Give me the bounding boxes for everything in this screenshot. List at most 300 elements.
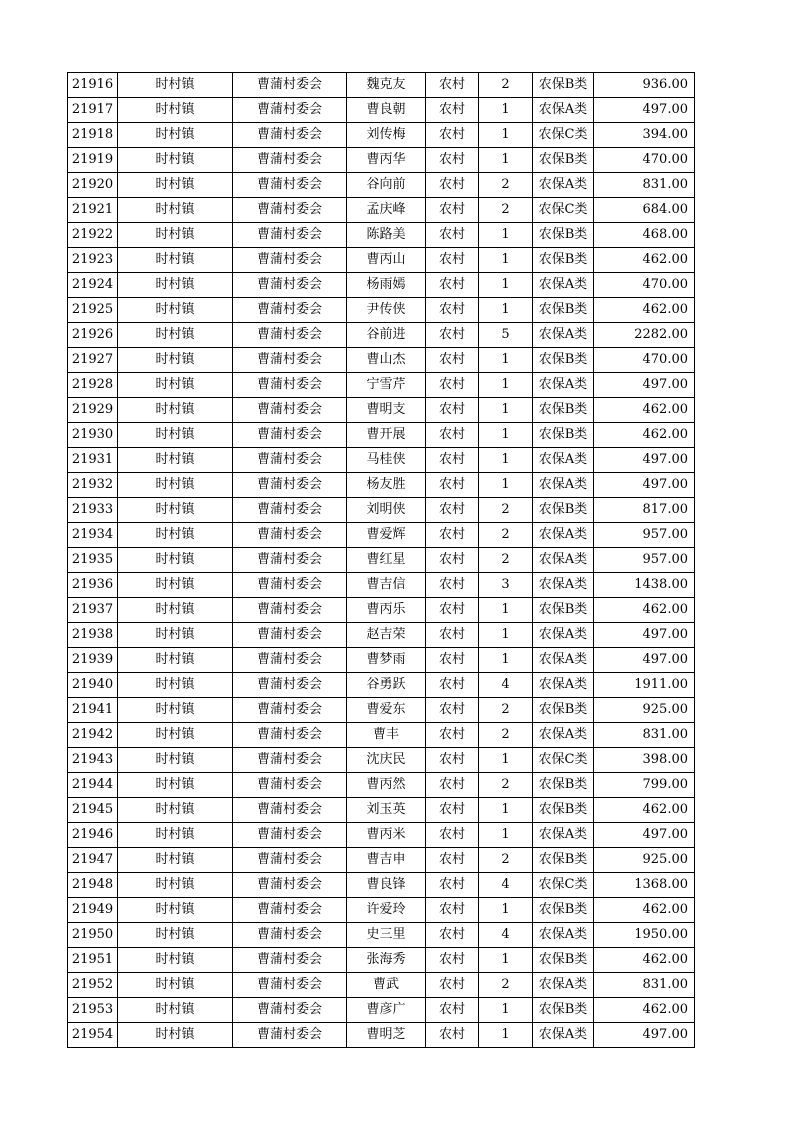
table-row — [68, 748, 695, 773]
cell-area: 农村 — [426, 473, 479, 498]
cell-area: 农村 — [426, 948, 479, 973]
cell-name: 曹丙然 — [347, 773, 426, 798]
cell-amount: 394.00 — [594, 123, 695, 148]
table-row — [68, 973, 695, 998]
table-row — [68, 98, 695, 123]
table-row — [68, 773, 695, 798]
cell-category: 农保C类 — [533, 873, 594, 898]
cell-id: 21949 — [68, 898, 118, 923]
cell-count: 1 — [479, 1023, 533, 1048]
cell-amount: 462.00 — [594, 898, 695, 923]
cell-village: 曹蒲村委会 — [233, 473, 347, 498]
cell-amount: 462.00 — [594, 798, 695, 823]
cell-area: 农村 — [426, 248, 479, 273]
cell-amount: 497.00 — [594, 1023, 695, 1048]
cell-name: 孟庆峰 — [347, 198, 426, 223]
cell-village: 曹蒲村委会 — [233, 923, 347, 948]
table-row — [68, 123, 695, 148]
cell-village: 曹蒲村委会 — [233, 348, 347, 373]
cell-category: 农保B类 — [533, 698, 594, 723]
cell-name: 马桂侠 — [347, 448, 426, 473]
cell-name: 曹红星 — [347, 548, 426, 573]
cell-town: 时村镇 — [118, 548, 233, 573]
cell-amount: 497.00 — [594, 823, 695, 848]
cell-town: 时村镇 — [118, 173, 233, 198]
cell-id: 21919 — [68, 148, 118, 173]
cell-name: 曹丙乐 — [347, 598, 426, 623]
cell-name: 赵吉荣 — [347, 623, 426, 648]
cell-amount: 462.00 — [594, 423, 695, 448]
cell-village: 曹蒲村委会 — [233, 548, 347, 573]
cell-town: 时村镇 — [118, 323, 233, 348]
cell-area: 农村 — [426, 198, 479, 223]
cell-count: 2 — [479, 73, 533, 98]
cell-amount: 1911.00 — [594, 673, 695, 698]
cell-id: 21933 — [68, 498, 118, 523]
cell-category: 农保B类 — [533, 898, 594, 923]
cell-town: 时村镇 — [118, 398, 233, 423]
table-row — [68, 673, 695, 698]
cell-count: 1 — [479, 623, 533, 648]
cell-category: 农保B类 — [533, 798, 594, 823]
cell-count: 1 — [479, 823, 533, 848]
cell-category: 农保A类 — [533, 1023, 594, 1048]
cell-count: 1 — [479, 748, 533, 773]
cell-category: 农保A类 — [533, 98, 594, 123]
cell-category: 农保A类 — [533, 973, 594, 998]
cell-village: 曹蒲村委会 — [233, 73, 347, 98]
cell-id: 21924 — [68, 273, 118, 298]
table-row — [68, 1023, 695, 1048]
cell-village: 曹蒲村委会 — [233, 673, 347, 698]
cell-count: 2 — [479, 173, 533, 198]
cell-area: 农村 — [426, 773, 479, 798]
cell-town: 时村镇 — [118, 873, 233, 898]
cell-category: 农保A类 — [533, 473, 594, 498]
cell-village: 曹蒲村委会 — [233, 323, 347, 348]
cell-town: 时村镇 — [118, 973, 233, 998]
table-row — [68, 473, 695, 498]
cell-id: 21952 — [68, 973, 118, 998]
cell-village: 曹蒲村委会 — [233, 998, 347, 1023]
cell-category: 农保A类 — [533, 823, 594, 848]
cell-village: 曹蒲村委会 — [233, 373, 347, 398]
cell-id: 21926 — [68, 323, 118, 348]
cell-name: 曹爱东 — [347, 698, 426, 723]
cell-category: 农保B类 — [533, 773, 594, 798]
cell-category: 农保B类 — [533, 73, 594, 98]
table-row — [68, 573, 695, 598]
cell-count: 5 — [479, 323, 533, 348]
cell-village: 曹蒲村委会 — [233, 248, 347, 273]
cell-id: 21937 — [68, 598, 118, 623]
cell-count: 2 — [479, 848, 533, 873]
cell-area: 农村 — [426, 98, 479, 123]
cell-name: 宁雪芹 — [347, 373, 426, 398]
cell-count: 1 — [479, 798, 533, 823]
cell-name: 曹彦广 — [347, 998, 426, 1023]
cell-id: 21943 — [68, 748, 118, 773]
cell-count: 2 — [479, 973, 533, 998]
cell-area: 农村 — [426, 648, 479, 673]
cell-amount: 462.00 — [594, 248, 695, 273]
cell-id: 21942 — [68, 723, 118, 748]
cell-area: 农村 — [426, 673, 479, 698]
cell-name: 曹丙米 — [347, 823, 426, 848]
cell-town: 时村镇 — [118, 298, 233, 323]
cell-amount: 462.00 — [594, 298, 695, 323]
cell-name: 谷勇跃 — [347, 673, 426, 698]
cell-amount: 470.00 — [594, 273, 695, 298]
cell-id: 21953 — [68, 998, 118, 1023]
cell-town: 时村镇 — [118, 923, 233, 948]
cell-amount: 470.00 — [594, 148, 695, 173]
cell-village: 曹蒲村委会 — [233, 823, 347, 848]
cell-count: 4 — [479, 873, 533, 898]
table-row — [68, 323, 695, 348]
cell-name: 曹良朝 — [347, 98, 426, 123]
cell-category: 农保C类 — [533, 123, 594, 148]
cell-village: 曹蒲村委会 — [233, 448, 347, 473]
cell-category: 农保B类 — [533, 998, 594, 1023]
cell-town: 时村镇 — [118, 223, 233, 248]
cell-village: 曹蒲村委会 — [233, 648, 347, 673]
cell-id: 21944 — [68, 773, 118, 798]
cell-name: 曹武 — [347, 973, 426, 998]
cell-amount: 462.00 — [594, 998, 695, 1023]
cell-count: 1 — [479, 473, 533, 498]
cell-id: 21917 — [68, 98, 118, 123]
cell-area: 农村 — [426, 723, 479, 748]
cell-name: 谷前进 — [347, 323, 426, 348]
table-row — [68, 348, 695, 373]
cell-name: 杨雨嫣 — [347, 273, 426, 298]
cell-amount: 936.00 — [594, 73, 695, 98]
cell-area: 农村 — [426, 498, 479, 523]
cell-area: 农村 — [426, 223, 479, 248]
cell-amount: 1368.00 — [594, 873, 695, 898]
cell-id: 21931 — [68, 448, 118, 473]
cell-area: 农村 — [426, 273, 479, 298]
cell-area: 农村 — [426, 73, 479, 98]
cell-village: 曹蒲村委会 — [233, 623, 347, 648]
cell-id: 21921 — [68, 198, 118, 223]
cell-name: 曹梦雨 — [347, 648, 426, 673]
cell-village: 曹蒲村委会 — [233, 98, 347, 123]
cell-town: 时村镇 — [118, 273, 233, 298]
cell-area: 农村 — [426, 348, 479, 373]
table-row — [68, 373, 695, 398]
cell-count: 1 — [479, 298, 533, 323]
cell-count: 4 — [479, 923, 533, 948]
table-row — [68, 723, 695, 748]
cell-id: 21918 — [68, 123, 118, 148]
table-row — [68, 898, 695, 923]
cell-amount: 462.00 — [594, 398, 695, 423]
cell-name: 曹爱辉 — [347, 523, 426, 548]
cell-village: 曹蒲村委会 — [233, 973, 347, 998]
cell-category: 农保A类 — [533, 523, 594, 548]
cell-area: 农村 — [426, 873, 479, 898]
cell-area: 农村 — [426, 923, 479, 948]
cell-amount: 799.00 — [594, 773, 695, 798]
cell-village: 曹蒲村委会 — [233, 1023, 347, 1048]
cell-amount: 831.00 — [594, 973, 695, 998]
cell-town: 时村镇 — [118, 73, 233, 98]
table-row — [68, 273, 695, 298]
cell-name: 曹山杰 — [347, 348, 426, 373]
cell-village: 曹蒲村委会 — [233, 398, 347, 423]
cell-amount: 925.00 — [594, 848, 695, 873]
cell-town: 时村镇 — [118, 198, 233, 223]
table-row — [68, 598, 695, 623]
cell-category: 农保B类 — [533, 498, 594, 523]
table-row — [68, 623, 695, 648]
cell-area: 农村 — [426, 623, 479, 648]
table-row — [68, 223, 695, 248]
cell-id: 21954 — [68, 1023, 118, 1048]
cell-name: 刘明侠 — [347, 498, 426, 523]
cell-category: 农保A类 — [533, 173, 594, 198]
cell-count: 1 — [479, 273, 533, 298]
cell-id: 21929 — [68, 398, 118, 423]
table-row — [68, 923, 695, 948]
cell-id: 21936 — [68, 573, 118, 598]
cell-category: 农保A类 — [533, 373, 594, 398]
cell-amount: 462.00 — [594, 598, 695, 623]
cell-village: 曹蒲村委会 — [233, 298, 347, 323]
table-row — [68, 548, 695, 573]
table-row — [68, 173, 695, 198]
cell-area: 农村 — [426, 423, 479, 448]
cell-count: 1 — [479, 223, 533, 248]
table-row — [68, 148, 695, 173]
cell-id: 21950 — [68, 923, 118, 948]
cell-category: 农保A类 — [533, 448, 594, 473]
cell-name: 张海秀 — [347, 948, 426, 973]
cell-count: 2 — [479, 723, 533, 748]
cell-name: 曹丰 — [347, 723, 426, 748]
table-row — [68, 423, 695, 448]
cell-amount: 470.00 — [594, 348, 695, 373]
cell-amount: 817.00 — [594, 498, 695, 523]
records-table — [67, 72, 695, 1048]
cell-town: 时村镇 — [118, 848, 233, 873]
cell-id: 21922 — [68, 223, 118, 248]
cell-category: 农保B类 — [533, 848, 594, 873]
cell-count: 1 — [479, 598, 533, 623]
table-row — [68, 998, 695, 1023]
cell-town: 时村镇 — [118, 898, 233, 923]
cell-category: 农保A类 — [533, 673, 594, 698]
cell-town: 时村镇 — [118, 648, 233, 673]
cell-village: 曹蒲村委会 — [233, 573, 347, 598]
table-row — [68, 648, 695, 673]
cell-count: 1 — [479, 423, 533, 448]
table-body — [68, 73, 695, 1048]
cell-id: 21941 — [68, 698, 118, 723]
cell-count: 1 — [479, 948, 533, 973]
cell-area: 农村 — [426, 898, 479, 923]
cell-village: 曹蒲村委会 — [233, 773, 347, 798]
cell-id: 21947 — [68, 848, 118, 873]
cell-amount: 925.00 — [594, 698, 695, 723]
cell-category: 农保B类 — [533, 148, 594, 173]
cell-name: 曹丙山 — [347, 248, 426, 273]
cell-town: 时村镇 — [118, 373, 233, 398]
cell-count: 1 — [479, 373, 533, 398]
cell-village: 曹蒲村委会 — [233, 173, 347, 198]
cell-town: 时村镇 — [118, 623, 233, 648]
cell-name: 曹开展 — [347, 423, 426, 448]
cell-town: 时村镇 — [118, 523, 233, 548]
cell-id: 21923 — [68, 248, 118, 273]
cell-category: 农保C类 — [533, 748, 594, 773]
table-row — [68, 398, 695, 423]
cell-area: 农村 — [426, 148, 479, 173]
cell-category: 农保A类 — [533, 923, 594, 948]
cell-id: 21940 — [68, 673, 118, 698]
cell-category: 农保B类 — [533, 948, 594, 973]
cell-amount: 1438.00 — [594, 573, 695, 598]
cell-id: 21934 — [68, 523, 118, 548]
cell-name: 许爱玲 — [347, 898, 426, 923]
table-row — [68, 798, 695, 823]
table-row — [68, 873, 695, 898]
cell-category: 农保A类 — [533, 548, 594, 573]
cell-town: 时村镇 — [118, 123, 233, 148]
cell-count: 2 — [479, 698, 533, 723]
cell-category: 农保B类 — [533, 423, 594, 448]
cell-category: 农保B类 — [533, 298, 594, 323]
table-row — [68, 73, 695, 98]
cell-category: 农保B类 — [533, 348, 594, 373]
cell-id: 21928 — [68, 373, 118, 398]
cell-name: 曹明支 — [347, 398, 426, 423]
cell-village: 曹蒲村委会 — [233, 223, 347, 248]
cell-town: 时村镇 — [118, 948, 233, 973]
cell-town: 时村镇 — [118, 698, 233, 723]
cell-count: 1 — [479, 148, 533, 173]
cell-area: 农村 — [426, 748, 479, 773]
cell-category: 农保A类 — [533, 723, 594, 748]
cell-id: 21951 — [68, 948, 118, 973]
cell-id: 21945 — [68, 798, 118, 823]
cell-area: 农村 — [426, 998, 479, 1023]
cell-village: 曹蒲村委会 — [233, 148, 347, 173]
cell-count: 1 — [479, 348, 533, 373]
cell-village: 曹蒲村委会 — [233, 523, 347, 548]
cell-town: 时村镇 — [118, 723, 233, 748]
cell-category: 农保B类 — [533, 598, 594, 623]
cell-category: 农保A类 — [533, 573, 594, 598]
cell-id: 21935 — [68, 548, 118, 573]
cell-village: 曹蒲村委会 — [233, 723, 347, 748]
cell-amount: 497.00 — [594, 648, 695, 673]
cell-area: 农村 — [426, 798, 479, 823]
table-row — [68, 498, 695, 523]
cell-amount: 462.00 — [594, 948, 695, 973]
cell-count: 1 — [479, 398, 533, 423]
cell-amount: 831.00 — [594, 173, 695, 198]
cell-id: 21925 — [68, 298, 118, 323]
cell-id: 21948 — [68, 873, 118, 898]
cell-name: 尹传侠 — [347, 298, 426, 323]
cell-count: 1 — [479, 648, 533, 673]
cell-count: 1 — [479, 998, 533, 1023]
cell-town: 时村镇 — [118, 823, 233, 848]
cell-village: 曹蒲村委会 — [233, 748, 347, 773]
cell-name: 刘玉英 — [347, 798, 426, 823]
cell-amount: 957.00 — [594, 548, 695, 573]
cell-count: 1 — [479, 898, 533, 923]
cell-village: 曹蒲村委会 — [233, 598, 347, 623]
cell-name: 魏克友 — [347, 73, 426, 98]
cell-id: 21939 — [68, 648, 118, 673]
cell-village: 曹蒲村委会 — [233, 123, 347, 148]
cell-area: 农村 — [426, 698, 479, 723]
cell-area: 农村 — [426, 1023, 479, 1048]
cell-town: 时村镇 — [118, 98, 233, 123]
table-row — [68, 198, 695, 223]
cell-village: 曹蒲村委会 — [233, 948, 347, 973]
cell-village: 曹蒲村委会 — [233, 798, 347, 823]
cell-area: 农村 — [426, 823, 479, 848]
table-row — [68, 248, 695, 273]
cell-category: 农保A类 — [533, 273, 594, 298]
cell-name: 陈路美 — [347, 223, 426, 248]
cell-area: 农村 — [426, 548, 479, 573]
cell-amount: 957.00 — [594, 523, 695, 548]
cell-category: 农保C类 — [533, 198, 594, 223]
table-row — [68, 298, 695, 323]
cell-amount: 468.00 — [594, 223, 695, 248]
cell-town: 时村镇 — [118, 573, 233, 598]
cell-area: 农村 — [426, 573, 479, 598]
cell-name: 沈庆民 — [347, 748, 426, 773]
cell-town: 时村镇 — [118, 448, 233, 473]
cell-town: 时村镇 — [118, 148, 233, 173]
table-row — [68, 823, 695, 848]
cell-area: 农村 — [426, 323, 479, 348]
cell-village: 曹蒲村委会 — [233, 898, 347, 923]
cell-area: 农村 — [426, 973, 479, 998]
cell-village: 曹蒲村委会 — [233, 873, 347, 898]
cell-count: 2 — [479, 773, 533, 798]
cell-area: 农村 — [426, 448, 479, 473]
cell-town: 时村镇 — [118, 773, 233, 798]
cell-amount: 497.00 — [594, 448, 695, 473]
cell-name: 曹吉信 — [347, 573, 426, 598]
cell-area: 农村 — [426, 848, 479, 873]
cell-category: 农保A类 — [533, 623, 594, 648]
cell-name: 曹明芝 — [347, 1023, 426, 1048]
cell-id: 21916 — [68, 73, 118, 98]
cell-area: 农村 — [426, 398, 479, 423]
cell-category: 农保A类 — [533, 323, 594, 348]
cell-town: 时村镇 — [118, 798, 233, 823]
cell-count: 1 — [479, 123, 533, 148]
cell-count: 2 — [479, 548, 533, 573]
cell-amount: 1950.00 — [594, 923, 695, 948]
cell-town: 时村镇 — [118, 998, 233, 1023]
cell-id: 21938 — [68, 623, 118, 648]
cell-category: 农保B类 — [533, 398, 594, 423]
cell-name: 杨友胜 — [347, 473, 426, 498]
cell-name: 谷向前 — [347, 173, 426, 198]
cell-village: 曹蒲村委会 — [233, 498, 347, 523]
cell-town: 时村镇 — [118, 498, 233, 523]
